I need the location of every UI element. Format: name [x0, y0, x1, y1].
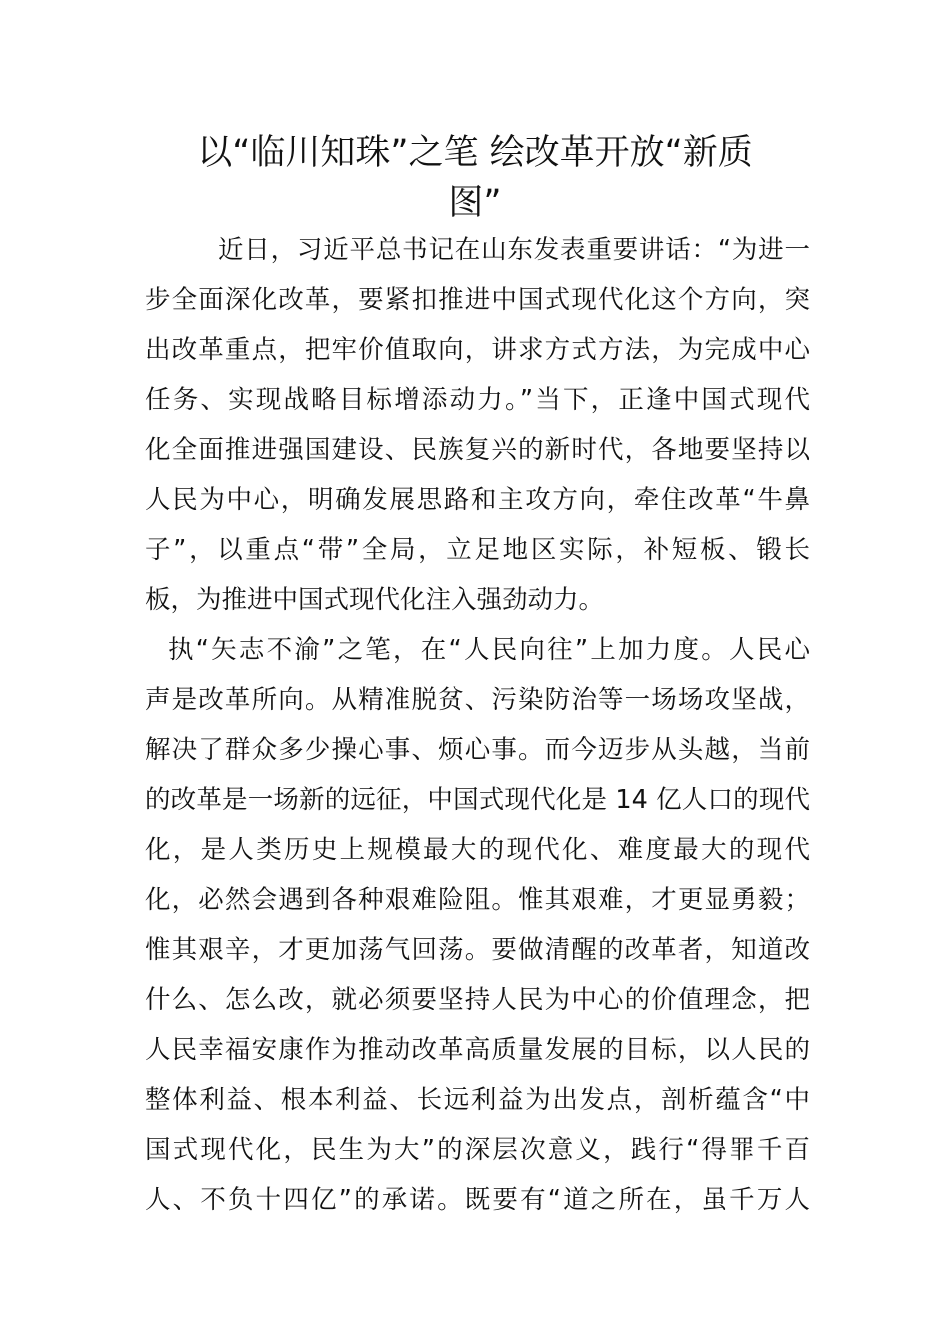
paragraph-2-line-1: 执“矢志不渝”之笔，在“人民向往”上加力度。人民心: [168, 635, 810, 665]
paragraph-1-line-8: 板，为推进中国式现代化注入强劲动力。: [145, 585, 605, 615]
paragraph-2-line-12: 人、不负十四亿”的承诺。既要有“道之所在，虽千万人: [145, 1185, 810, 1215]
paragraph-2-line-3: 解决了群众多少操心事、烦心事。而今迈步从头越，当前: [145, 735, 810, 765]
paragraph-1-line-2: 步全面深化改革，要紧扣推进中国式现代化这个方向，突: [145, 285, 810, 315]
paragraph-1-line-5: 化全面推进强国建设、民族复兴的新时代，各地要坚持以: [145, 435, 810, 465]
paragraph-2-line-2: 声是改革所向。从精准脱贫、污染防治等一场场攻坚战，: [145, 685, 810, 715]
paragraph-1-line-7: 子”，以重点“带”全局，立足地区实际，补短板、锻长: [145, 535, 810, 565]
paragraph-1-line-4: 任务、实现战略目标增添动力。”当下，正逢中国式现代: [145, 385, 810, 415]
paragraph-1-line-1: 近日，习近平总书记在山东发表重要讲话：“为进一: [218, 235, 810, 265]
paragraph-1-line-3: 出改革重点，把牢价值取向，讲求方式方法，为完成中心: [145, 335, 810, 365]
paragraph-1-line-6: 人民为中心，明确发展思路和主攻方向，牵住改革“牛鼻: [145, 485, 810, 515]
paragraph-2-line-8: 什么、怎么改，就必须要坚持人民为中心的价值理念，把: [145, 985, 810, 1015]
title-line-2: 图”: [448, 183, 502, 223]
paragraph-2-line-6: 化，必然会遇到各种艰难险阻。惟其艰难，才更显勇毅；: [145, 885, 810, 915]
paragraph-2-line-7: 惟其艰辛，才更加荡气回荡。要做清醒的改革者，知道改: [145, 935, 810, 965]
title-line-1: 以“临川知珠”之笔 绘改革开放“新质: [197, 133, 753, 173]
paragraph-2-line-10: 整体利益、根本利益、长远利益为出发点，剖析蕴含“中: [145, 1085, 810, 1115]
paragraph-2-line-11: 国式现代化，民生为大”的深层次意义，践行“得罪千百: [145, 1135, 810, 1165]
paragraph-2-line-5: 化，是人类历史上规模最大的现代化、难度最大的现代: [145, 835, 810, 865]
paragraph-2-line-4: 的改革是一场新的远征，中国式现代化是 14 亿人口的现代: [145, 785, 810, 815]
paragraph-2-line-9: 人民幸福安康作为推动改革高质量发展的目标，以人民的: [145, 1035, 810, 1065]
